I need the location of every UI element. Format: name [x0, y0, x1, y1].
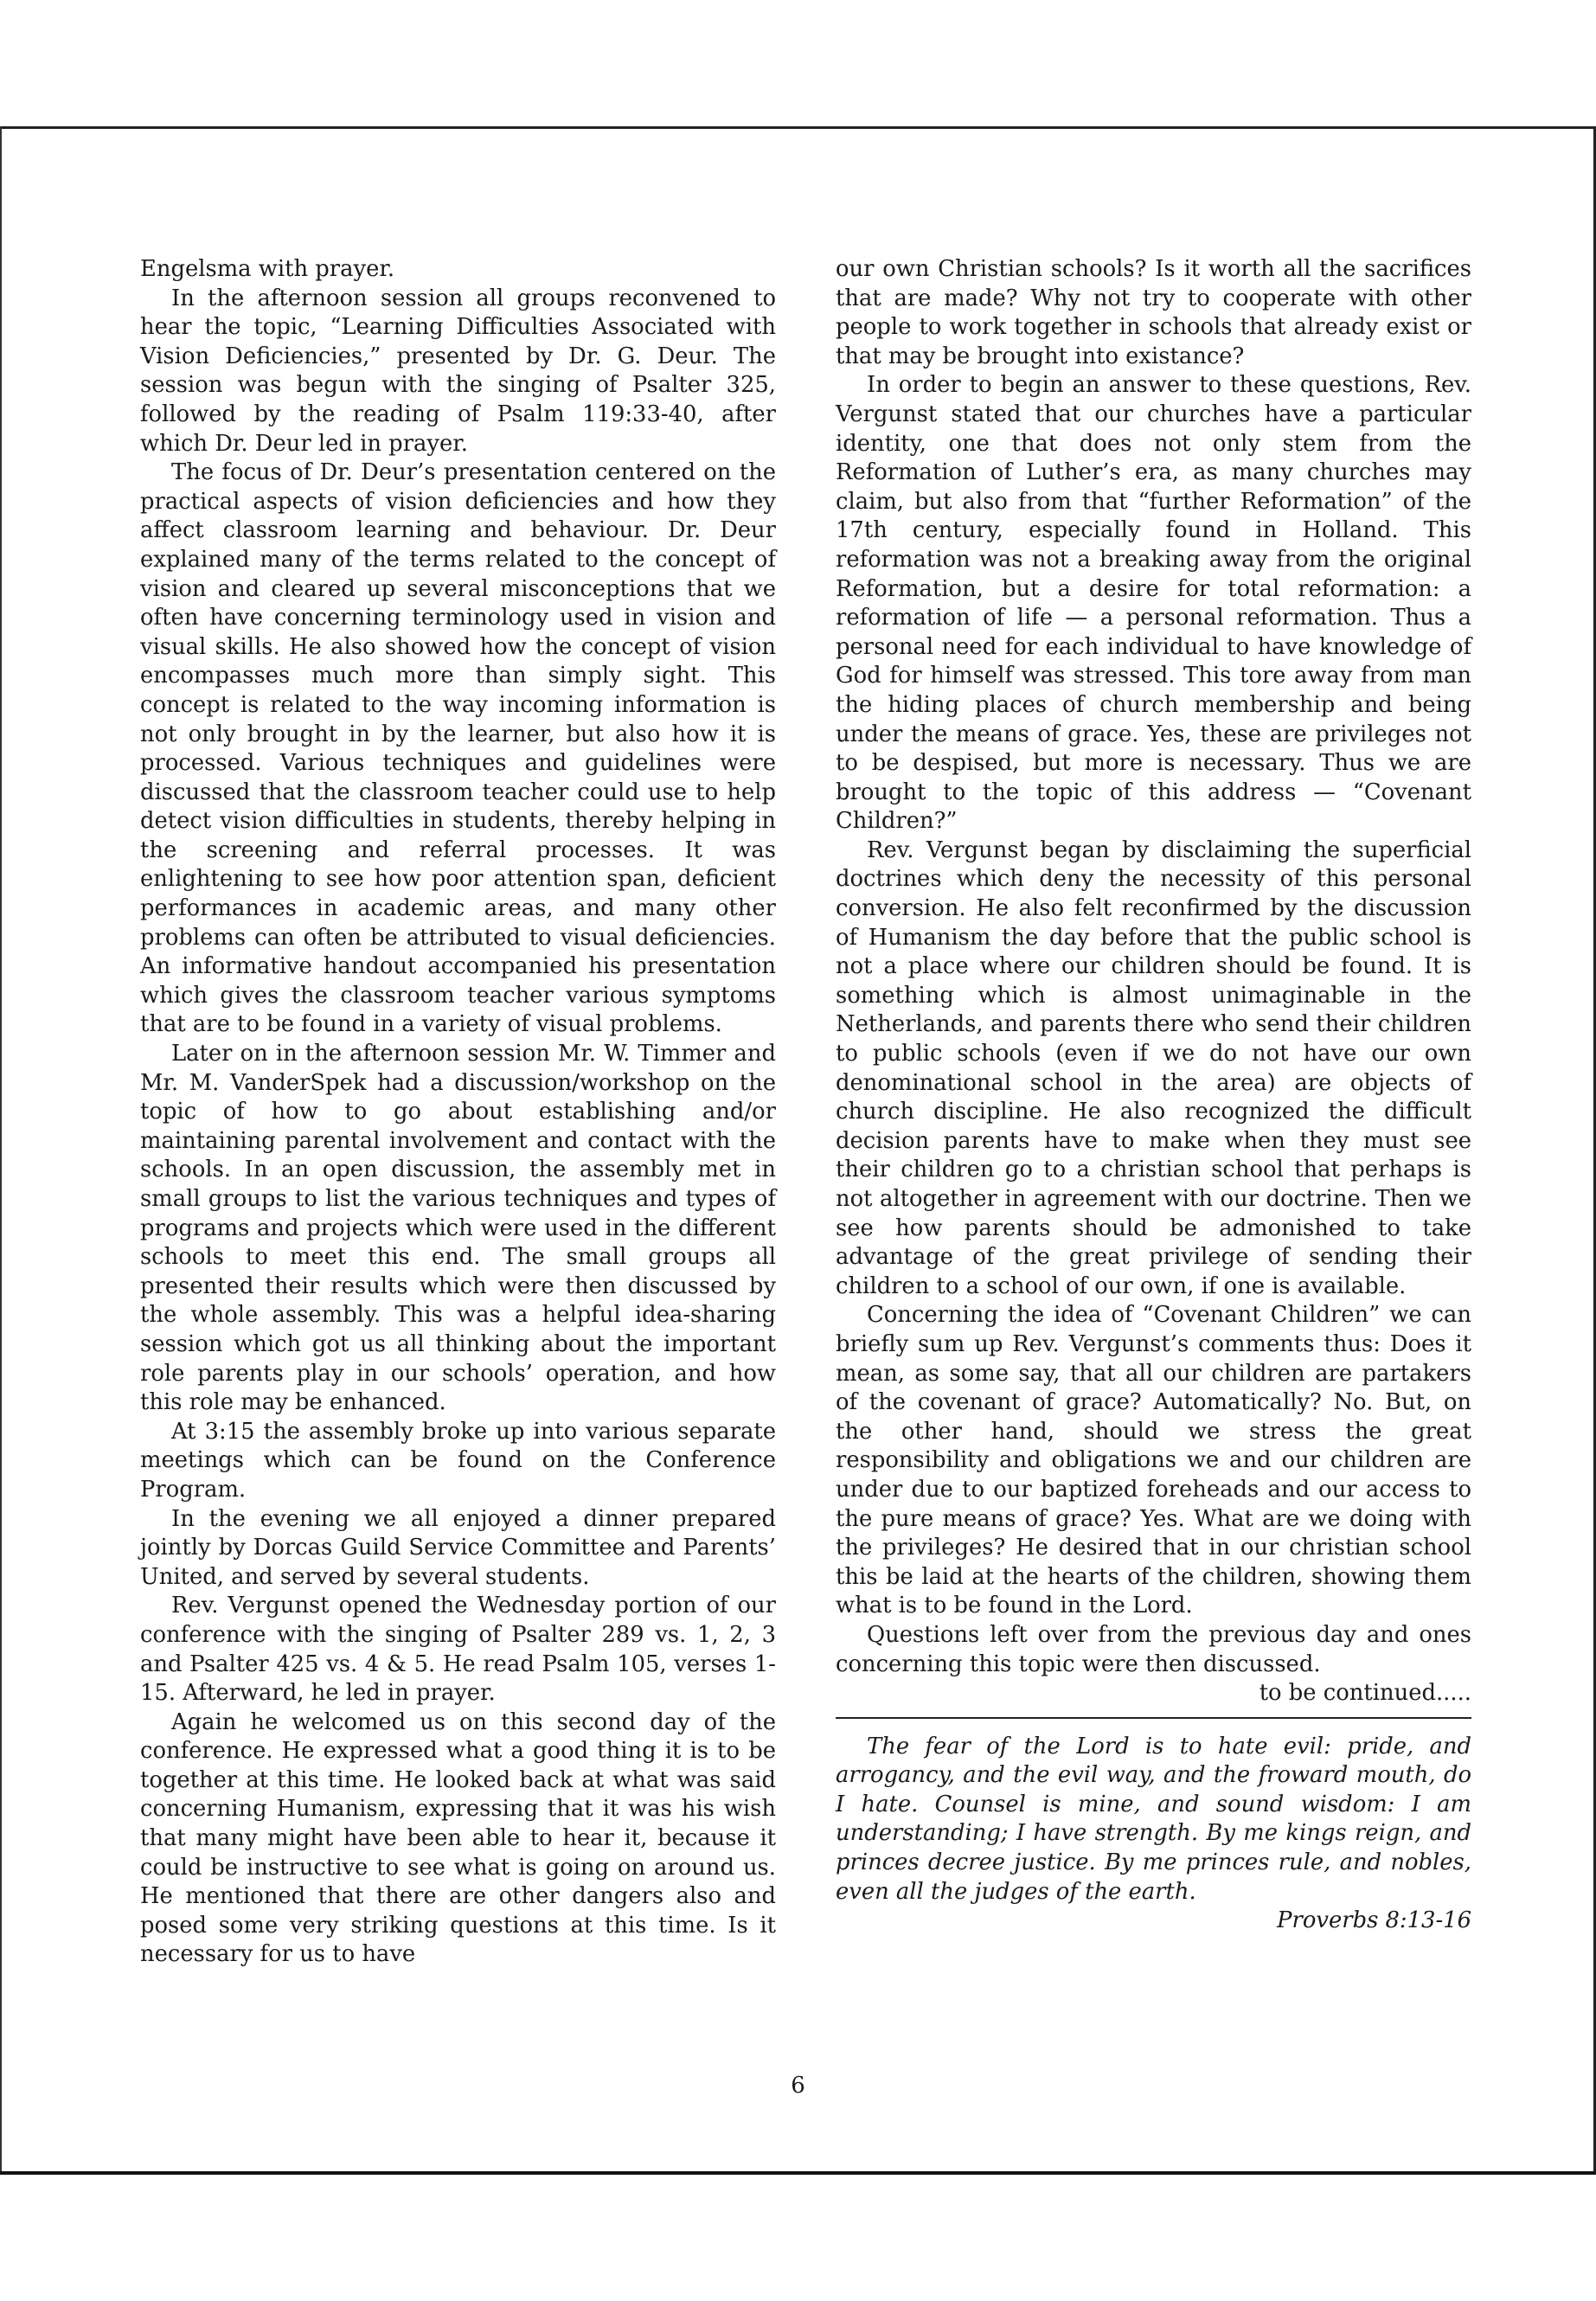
bottom-scan-edge — [0, 2171, 1596, 2175]
scripture-reference: Proverbs 8:13-16 — [1277, 1907, 1471, 1934]
paragraph: our own Christian schools? Is it worth all the sacrifices that are made? Why not try to cooperate with other people to work together in schools that already exist or that may be brought into existance? — [836, 256, 1471, 369]
paragraph: Engelsma with prayer. — [140, 256, 395, 282]
paragraph: In the afternoon session all groups reconvened to hear the topic, “Learning Difficulties Associated with Vision Deficiencies,” presented by Dr. G. Deur. The session was begun with the singing of Psalter 325, followed by the reading of Psalm 119:33-40, after which Dr. Deur led in prayer. — [140, 285, 776, 457]
paragraph: In order to begin an answer to these questions, Rev. Vergunst stated that our churches have a particular identity, one that does not only stem from the Reformation of Luther’s era, as many churches may claim, but also from that “further Reformation” of the 17th century, especially found in Holland. This reformation was not a breaking away from the original Reformation, but a desire for total reformation: a reformation of life — a personal reformation. Thus a personal need for each individual to have knowledge of God for himself was stressed. This tore away from man the hiding places of church membership and being under the means of grace. Yes, these are privileges not to be despised, but more is necessary. Thus we are brought to the topic of this address — “Covenant Children?” — [836, 372, 1471, 835]
paragraph: Later on in the afternoon session Mr. W. Timmer and Mr. M. VanderSpek had a discussion/workshop on the topic of how to go about establishing and/or maintaining parental involvement and contact with the schools. In an open discussion, the assembly met in small groups to list the various techniques and types of programs and projects which were used in the different schools to meet this end. The small groups all presented their results which were then discussed by the whole assembly. This was a helpful idea-sharing session which got us all thinking about the important role parents play in our schools’ operation, and how this role may be enhanced. — [140, 1041, 776, 1416]
left-column — [140, 255, 776, 1970]
top-scan-edge — [0, 126, 1596, 129]
scripture-quote: The fear of the Lord is to hate evil: pride, and arrogancy, and the evil way, and the froward mouth, do I hate. Counsel is mine, and sound wisdom: I am understanding; I have strength. By me kings reign, and princes decree justice. By me princes rule, and nobles, even all the judges of the earth. — [836, 1733, 1471, 1905]
paragraph: The focus of Dr. Deur’s presentation centered on the practical aspects of vision deficiencies and how they affect classroom learning and behaviour. Dr. Deur explained many of the terms related to the concept of vision and cleared up several misconceptions that we often have concerning terminology used in vision and visual skills. He also showed how the concept of vision encompasses much more than simply sight. This concept is related to the way incoming information is not only brought in by the learner, but also how it is processed. Various techniques and guidelines were discussed that the classroom teacher could use to help detect vision difficulties in students, thereby helping in the screening and referral processes. It was enlightening to see how poor attention span, deficient performances in academic areas, and many other problems can often be attributed to visual deficiencies. An informative handout accompanied his presentation which gives the classroom teacher various symptoms that are to be found in a variety of visual problems. — [140, 459, 776, 1038]
section-divider — [836, 1717, 1471, 1719]
paragraph: Questions left over from the previous day and ones concerning this topic were then discussed. — [836, 1621, 1471, 1677]
paragraph: Again he welcomed us on this second day of the conference. He expressed what a good thing it is to be together at this time. He looked back at what was said concerning Humanism, expressing that it was his wish that many might have been able to hear it, because it could be instructive to see what is going on around us. He mentioned that there are other dangers also and posed some very striking questions at this time. Is it necessary for us to have — [140, 1708, 776, 1968]
right-column — [836, 255, 1471, 1936]
paragraph: Rev. Vergunst began by disclaiming the superficial doctrines which deny the necessity of this personal conversion. He also felt reconfirmed by the discussion of Humanism the day before that the public school is not a place where our children should be found. It is something which is almost unimaginable in the Netherlands, and parents there who send their children to public schools (even if we do not have our own denominational school in the area) are objects of church discipline. He also recognized the difficult decision parents have to make when they must see their children go to a christian school that perhaps is not altogether in agreement with our doctrine. Then we see how parents should be admonished to take advantage of the great privilege of sending their children to a school of our own, if one is available. — [836, 836, 1471, 1299]
paragraph: At 3:15 the assembly broke up into various separate meetings which can be found on the Conference Program. — [140, 1418, 776, 1503]
paragraph: Concerning the idea of “Covenant Children” we can briefly sum up Rev. Vergunst’s comments thus: Does it mean, as some say, that all our children are partakers of the covenant of grace? Automatically? No. But, on the other hand, should we stress the great responsibility and obligations we and our children are under due to our baptized foreheads and our access to the pure means of grace? Yes. What are we doing with the privileges? He desired that in our christian school this be laid at the hearts of the children, showing them what is to be found in the Lord. — [836, 1302, 1471, 1619]
left-scan-edge — [0, 126, 2, 2173]
page-number: 6 — [791, 2073, 805, 2099]
paragraph: In the evening we all enjoyed a dinner prepared jointly by Dorcas Guild Service Committee and Parents’ United, and served by several students. — [140, 1505, 776, 1590]
to-be-continued-note: to be continued..... — [1259, 1680, 1471, 1707]
paragraph: Rev. Vergunst opened the Wednesday portion of our conference with the singing of Psalter 289 vs. 1, 2, 3 and Psalter 425 vs. 4 & 5. He read Psalm 105, verses 1-15. Afterward, he led in prayer. — [140, 1593, 776, 1707]
